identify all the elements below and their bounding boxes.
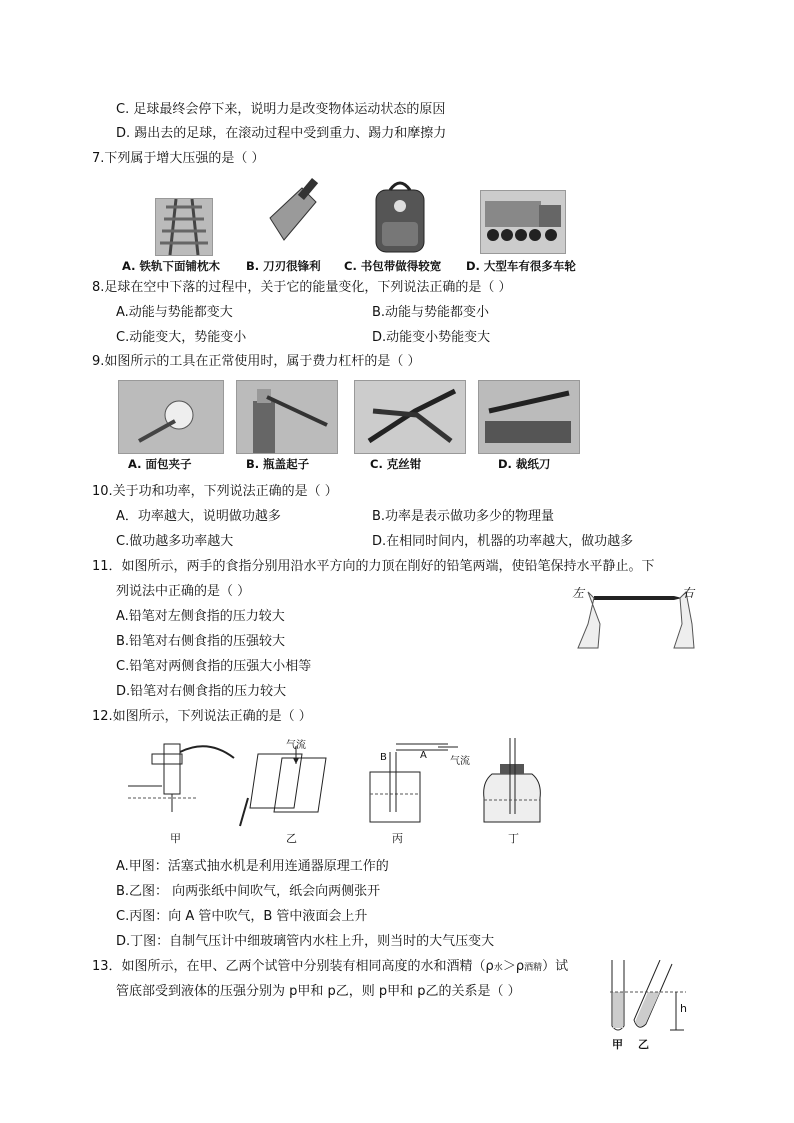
fig-label-yi: 乙: [286, 832, 297, 845]
fig-label-jia: 甲: [170, 832, 181, 845]
height-label: h: [680, 1002, 687, 1015]
q12-option-c: C.丙图：向 A 管中吹气，B 管中液面会上升: [116, 909, 368, 924]
q12-option-a: A.甲图：活塞式抽水机是利用连通器原理工作的: [116, 859, 389, 874]
q9-caption-b: B. 瓶盖起子: [246, 457, 310, 471]
tube-label-yi: 乙: [638, 1038, 649, 1051]
tube-b-label: B: [380, 752, 387, 763]
bread-tongs-image: [118, 380, 224, 454]
pencil-fingers-figure: [570, 584, 700, 652]
q8-option-d: D.动能变小势能变大: [372, 330, 491, 345]
q9-caption-d: D. 裁纸刀: [498, 457, 551, 471]
fig-label-bing: 丙: [392, 832, 403, 845]
piston-pump-drawing: [128, 744, 234, 812]
q8-option-c: C.动能变大，势能变小: [116, 330, 247, 345]
railway-sleepers-image: [155, 198, 213, 256]
test-tubes-figure: [600, 960, 700, 1050]
q12-figures: [118, 738, 588, 848]
q7-caption-d: D. 大型车有很多车轮: [466, 259, 576, 273]
q10-option-b: B.功率是表示做功多少的物理量: [372, 509, 555, 524]
backpack-image: [368, 176, 432, 256]
two-papers-drawing: [240, 746, 326, 826]
q8-option-a: A.动能与势能都变大: [116, 305, 233, 320]
q10-stem: 10.关于功和功率，下列说法正确的是（ ）: [92, 484, 338, 499]
q11-option-a: A.铅笔对左侧食指的压力较大: [116, 609, 285, 624]
q9-caption-c: C. 克丝钳: [370, 457, 422, 471]
bottle-opener-image: [236, 380, 338, 454]
q12-option-b: B.乙图： 向两张纸中间吹气，纸会向两侧张开: [116, 884, 381, 899]
q13-stem-line1: 13．如图所示，在甲、乙两个试管中分别装有相同高度的水和酒精（ρ水＞ρ酒精）试: [92, 959, 569, 974]
q7-caption-a: A. 铁轨下面铺枕木: [122, 259, 220, 273]
kitchen-knife-image: [262, 178, 324, 252]
q9-caption-a: A. 面包夹子: [128, 457, 192, 471]
pliers-image: [354, 380, 466, 454]
q10-option-c: C.做功越多功率越大: [116, 534, 234, 549]
fig-label-ding: 丁: [508, 832, 519, 845]
q11-option-c: C.铅笔对两侧食指的压强大小相等: [116, 659, 312, 674]
q11-stem-line2: 列说法中正确的是（ ）: [116, 584, 251, 599]
q10-option-a: A．功率越大，说明做功越多: [116, 509, 281, 524]
q6-option-d: D. 踢出去的足球，在滚动过程中受到重力、踢力和摩擦力: [116, 126, 447, 141]
figure-label-right: 右: [682, 586, 695, 600]
q13-stem-line2: 管底部受到液体的压强分别为 p甲和 p乙，则 p甲和 p乙的关系是（ ）: [116, 984, 521, 999]
q12-option-d: D.丁图：自制气压计中细玻璃管内水柱上升，则当时的大气压变大: [116, 934, 495, 949]
tube-label-jia: 甲: [612, 1038, 623, 1051]
homemade-barometer-drawing: [484, 738, 541, 822]
airflow-label-yi: 气流: [286, 740, 306, 751]
q12-stem: 12.如图所示，下列说法正确的是（ ）: [92, 709, 312, 724]
heavy-truck-image: [480, 190, 566, 254]
figure-label-left: 左: [572, 586, 585, 600]
q7-stem: 7.下列属于增大压强的是（ ）: [92, 151, 265, 166]
q11-option-d: D.铅笔对右侧食指的压力较大: [116, 684, 287, 699]
tube-a-label: A: [420, 750, 427, 761]
q7-caption-b: B. 刀刃很锋利: [246, 259, 321, 273]
q8-option-b: B.动能与势能都变小: [372, 305, 490, 320]
airflow-label-bing: 气流: [450, 756, 470, 767]
q11-stem-line1: 11．如图所示，两手的食指分别用沿水平方向的力顶在削好的铅笔两端，使铅笔保持水平静止。下: [92, 559, 655, 574]
q7-caption-c: C. 书包带做得较宽: [344, 259, 442, 273]
paper-cutter-image: [478, 380, 580, 454]
q8-stem: 8.足球在空中下落的过程中，关于它的能量变化，下列说法正确的是（ ）: [92, 280, 512, 295]
q11-option-b: B.铅笔对右侧食指的压强较大: [116, 634, 286, 649]
q10-option-d: D.在相同时间内，机器的功率越大，做功越多: [372, 534, 634, 549]
q9-stem: 9.如图所示的工具在正常使用时，属于费力杠杆的是（ ）: [92, 354, 421, 369]
q6-option-c: C. 足球最终会停下来，说明力是改变物体运动状态的原因: [116, 102, 446, 117]
